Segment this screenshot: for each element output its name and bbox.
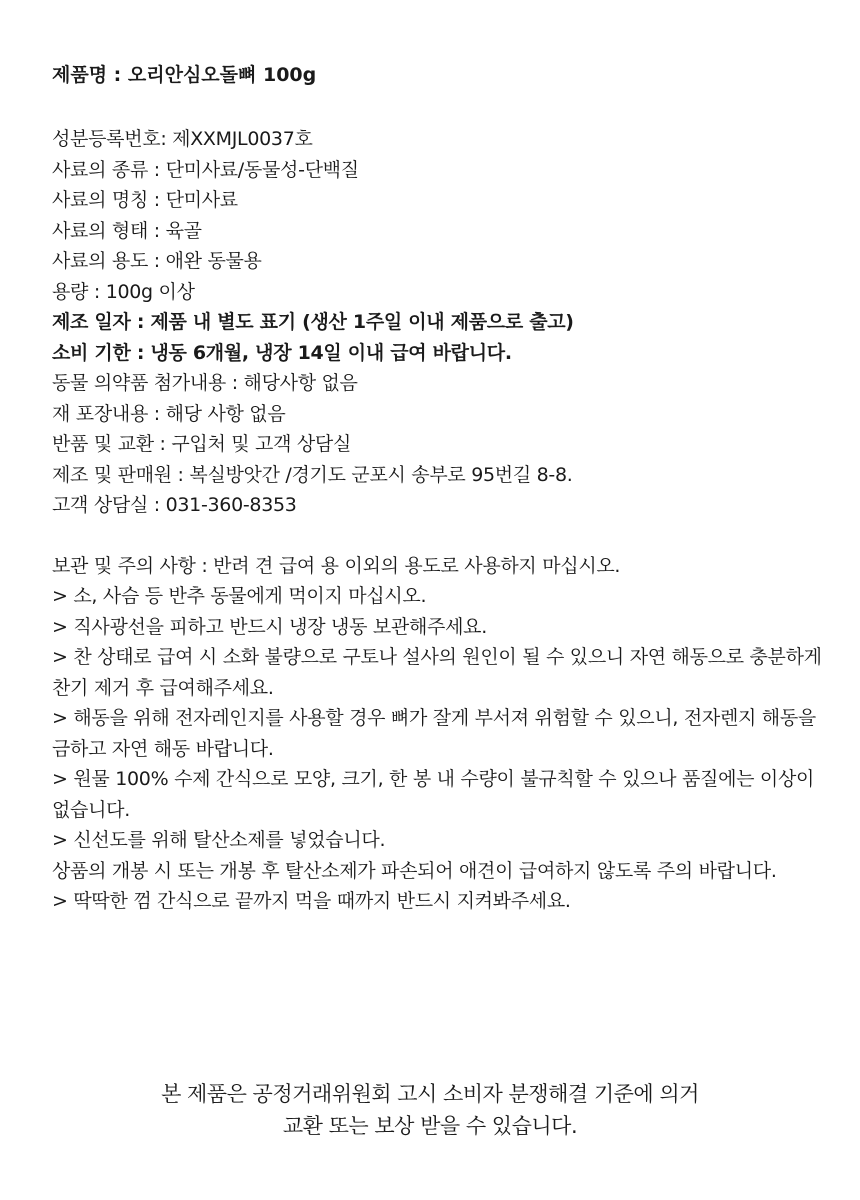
dispute-notice (0, 1078, 860, 1142)
caution-item: > 딱딱한 껌 간식으로 끝까지 먹을 때까지 반드시 지켜봐주세요. (52, 890, 571, 912)
info-line-additives: 동물 의약품 첨가내용 : 해당사항 없음 (52, 372, 358, 394)
info-line-volume: 용량 : 100g 이상 (52, 280, 195, 303)
product-title: 제품명 : 오리안심오돌뼈 100g (52, 64, 317, 86)
info-list (52, 124, 822, 521)
caution-heading: 보관 및 주의 사항 : 반려 견 급여 용 이외의 용도로 사용하지 마십시오. (52, 554, 621, 577)
info-line-manufacture-date: 제조 일자 : 제품 내 별도 표기 (생산 1주일 이내 제품으로 출고) (52, 311, 574, 333)
caution-item: > 해동을 위해 전자레인지를 사용할 경우 뼈가 잘게 부서져 위험할 수 있으니, 전자렌지 해동을 금하고 자연 해동 바랍니다. (52, 707, 816, 760)
info-line-returns: 반품 및 교환 : 구입처 및 고객 상담실 (52, 433, 352, 455)
dispute-notice-line-2: 교환 또는 보상 받을 수 있습니다. (282, 1114, 578, 1138)
info-line-feed-use: 사료의 용도 : 애완 동물용 (52, 250, 262, 272)
dispute-notice-line-1: 본 제품은 공정거래위원회 고시 소비자 분쟁해결 기준에 의거 (161, 1082, 699, 1106)
caution-item: 상품의 개봉 시 또는 개봉 후 탈산소제가 파손되어 애견이 급여하지 않도록 주의 바랍니다. (52, 859, 777, 882)
caution-item: > 찬 상태로 급여 시 소화 불량으로 구토나 설사의 원인이 될 수 있으니 자연 해동으로 충분하게 찬기 제거 후 급여해주세요. (52, 646, 822, 699)
caution-item: > 원물 100% 수제 간식으로 모양, 크기, 한 봉 내 수량이 불규칙할 수 있으나 품질에는 이상이 없습니다. (52, 768, 815, 821)
info-line-registration: 성분등록번호: 제XXMJL0037호 (52, 128, 313, 150)
info-line-repackaging: 재 포장내용 : 해당 사항 없음 (52, 402, 286, 425)
info-line-feed-name: 사료의 명칭 : 단미사료 (52, 189, 238, 211)
info-line-customer-service: 고객 상담실 : 031-360-8353 (52, 494, 297, 516)
product-info-document (52, 60, 822, 917)
info-line-manufacturer: 제조 및 판매원 : 복실방앗간 /경기도 군포시 송부로 95번길 8-8. (52, 463, 573, 486)
info-line-feed-form: 사료의 형태 : 육골 (52, 219, 202, 242)
caution-item: > 직사광선을 피하고 반드시 냉장 냉동 보관해주세요. (52, 615, 487, 638)
caution-section (52, 551, 822, 917)
caution-item: > 소, 사슴 등 반추 동물에게 먹이지 마십시오. (52, 585, 427, 607)
caution-item: > 신선도를 위해 탈산소제를 넣었습니다. (52, 829, 386, 851)
info-line-feed-type: 사료의 종류 : 단미사료/동물성-단백질 (52, 158, 359, 181)
info-line-expiry: 소비 기한 : 냉동 6개월, 냉장 14일 이내 급여 바랍니다. (52, 341, 512, 364)
